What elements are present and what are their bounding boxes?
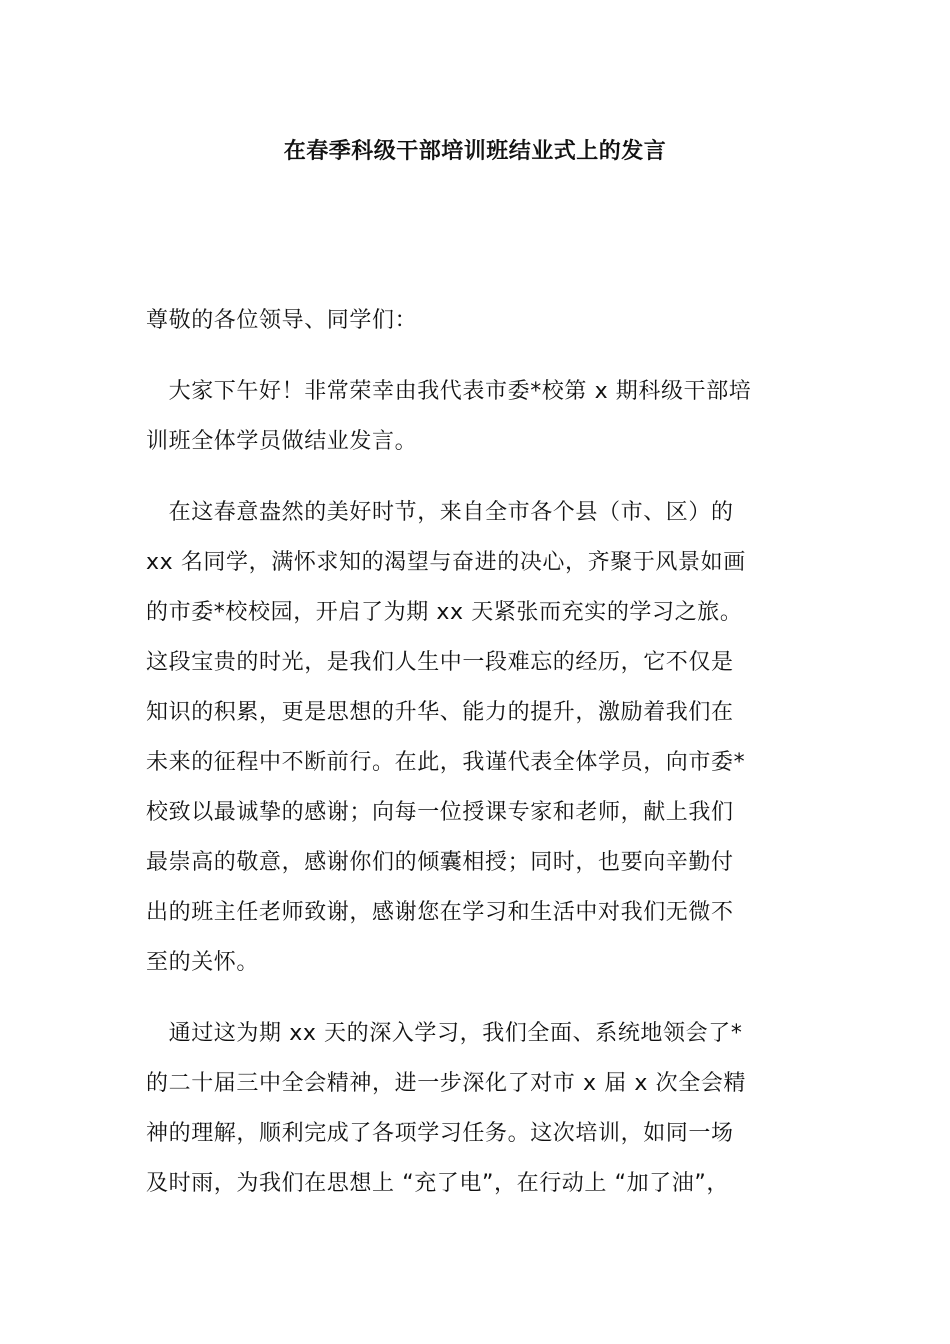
document-title: 在春季科级干部培训班结业式上的发言 [283,139,667,164]
paragraph-2-line-5: 知识的积累，更是思想的升华、能力的提升，激励着我们在 [146,700,734,725]
paragraph-3-line-2: 的二十届三中全会精神，进一步深化了对市 x 届 x 次全会精 [146,1071,747,1096]
paragraph-1-line-2: 训班全体学员做结业发言。 [146,429,418,454]
paragraph-2-line-4: 这段宝贵的时光，是我们人生中一段难忘的经历，它不仅是 [146,650,734,675]
paragraph-2-line-8: 最崇高的敬意，感谢你们的倾囊相授；同时，也要向辛勤付 [146,850,734,875]
paragraph-2-line-1: 在这春意盎然的美好时节，来自全市各个县（市、区）的 [146,500,734,525]
paragraph-2-line-7: 校致以最诚挚的感谢；向每一位授课专家和老师，献上我们 [146,800,734,825]
paragraph-3-line-3: 神的理解，顺利完成了各项学习任务。这次培训，如同一场 [146,1121,734,1146]
paragraph-2-line-3: 的市委*校校园，开启了为期 xx 天紧张而充实的学习之旅。 [146,600,743,625]
paragraph-2-line-10: 至的关怀。 [146,950,260,975]
paragraph-3-line-1: 通过这为期 xx 天的深入学习，我们全面、系统地领会了* [146,1021,743,1046]
paragraph-2-line-9: 出的班主任老师致谢，感谢您在学习和生活中对我们无微不 [146,900,734,925]
salutation: 尊敬的各位领导、同学们： [146,308,418,333]
paragraph-2-line-2: xx 名同学，满怀求知的渴望与奋进的决心，齐聚于风景如画 [146,550,746,575]
paragraph-2-line-6: 未来的征程中不断前行。在此，我谨代表全体学员，向市委* [146,750,746,775]
paragraph-3-line-4: 及时雨，为我们在思想上 “充了电”，在行动上 “加了油”， [146,1171,729,1196]
paragraph-1-line-1: 大家下午好！非常荣幸由我代表市委*校第 x 期科级干部培 [146,379,752,404]
